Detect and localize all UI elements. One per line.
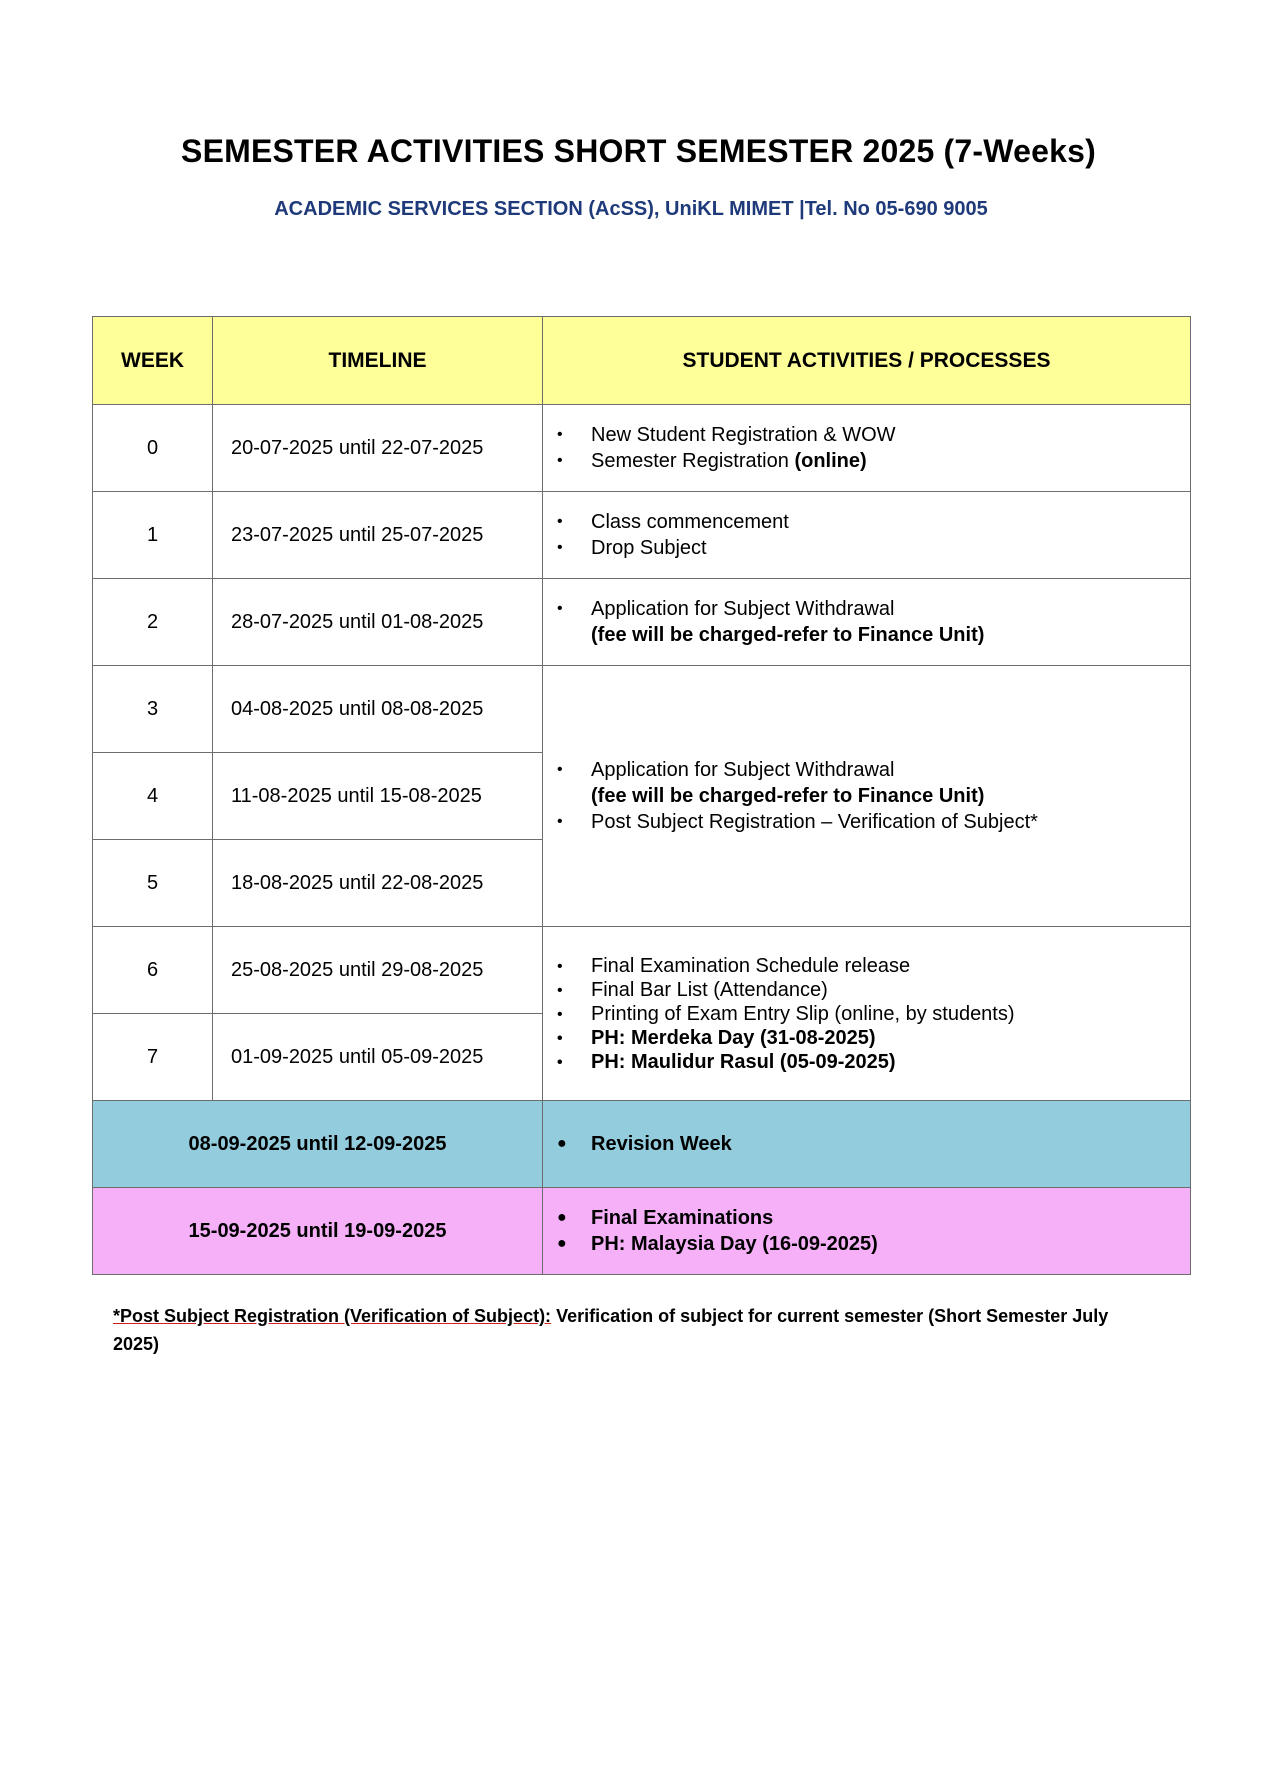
list-item: ● PH: Malaysia Day (16-09-2025) (557, 1233, 878, 1255)
activities-cell (543, 927, 1191, 1101)
exam-timeline: 15-09-2025 until 19-09-2025 (93, 1188, 543, 1275)
list-item: • New Student Registration & WOW (557, 424, 896, 446)
list-item: • Class commencement (557, 511, 789, 533)
week-cell: 4 (93, 753, 213, 840)
activities-cell (543, 492, 1191, 579)
week-cell: 7 (93, 1014, 213, 1101)
revision-timeline: 08-09-2025 until 12-09-2025 (93, 1101, 543, 1188)
activities-cell (543, 405, 1191, 492)
exam-row (93, 1188, 1191, 1275)
week-cell: 6 (93, 927, 213, 1014)
list-item: • Application for Subject Withdrawal (fee will be charged-refer to Finance Unit) (557, 598, 985, 646)
list-item: • PH: Maulidur Rasul (05-09-2025) (557, 1050, 896, 1073)
table-row (93, 579, 1191, 666)
timeline-cell: 01-09-2025 until 05-09-2025 (213, 1014, 543, 1101)
week-cell: 5 (93, 840, 213, 927)
page-title: SEMESTER ACTIVITIES SHORT SEMESTER 2025 (7-Weeks) (181, 133, 1096, 169)
list-item: • PH: Merdeka Day (31-08-2025) (557, 1026, 876, 1049)
activities-cell (543, 666, 1191, 927)
page-subtitle: ACADEMIC SERVICES SECTION (AcSS), UniKL MIMET |Tel. No 05-690 9005 (274, 198, 988, 220)
timeline-cell: 25-08-2025 until 29-08-2025 (213, 927, 543, 1014)
activities-cell (543, 1188, 1191, 1275)
header-timeline: TIMELINE (213, 317, 543, 405)
table-row (93, 492, 1191, 579)
table-row (93, 405, 1191, 492)
footnote-label: *Post Subject Registration (Verification of Subject): (113, 1306, 552, 1326)
activities-cell (543, 1101, 1191, 1188)
list-item: • Post Subject Registration – Verification of Subject* (557, 811, 1038, 833)
revision-row (93, 1101, 1191, 1188)
header-activities: STUDENT ACTIVITIES / PROCESSES (543, 317, 1191, 405)
list-item: • Printing of Exam Entry Slip (online, by students) (557, 1002, 1015, 1025)
timeline-cell: 20-07-2025 until 22-07-2025 (213, 405, 543, 492)
list-item: • Application for Subject Withdrawal (fee will be charged-refer to Finance Unit) (557, 759, 985, 807)
header-week: WEEK (93, 317, 213, 405)
activities-cell (543, 579, 1191, 666)
schedule-table (92, 316, 1191, 1275)
table-row (93, 927, 1191, 1014)
timeline-cell: 23-07-2025 until 25-07-2025 (213, 492, 543, 579)
list-item: • Drop Subject (557, 537, 707, 559)
week-cell: 1 (93, 492, 213, 579)
list-item: • Semester Registration (online) (557, 450, 867, 472)
week-cell: 3 (93, 666, 213, 753)
week-cell: 0 (93, 405, 213, 492)
list-item: • Final Bar List (Attendance) (557, 978, 828, 1001)
list-item: • Final Examination Schedule release (557, 954, 911, 977)
timeline-cell: 04-08-2025 until 08-08-2025 (213, 666, 543, 753)
table-header-row (93, 317, 1191, 405)
list-item: ● Final Examinations (557, 1207, 774, 1229)
week-cell: 2 (93, 579, 213, 666)
timeline-cell: 18-08-2025 until 22-08-2025 (213, 840, 543, 927)
footnote-text: Verification of subject for current semester (Short Semester July 2025) (113, 1306, 1109, 1354)
timeline-cell: 11-08-2025 until 15-08-2025 (213, 753, 543, 840)
footnote (113, 1302, 1133, 1358)
list-item: ● Revision Week (557, 1133, 732, 1155)
timeline-cell: 28-07-2025 until 01-08-2025 (213, 579, 543, 666)
table-row (93, 666, 1191, 753)
